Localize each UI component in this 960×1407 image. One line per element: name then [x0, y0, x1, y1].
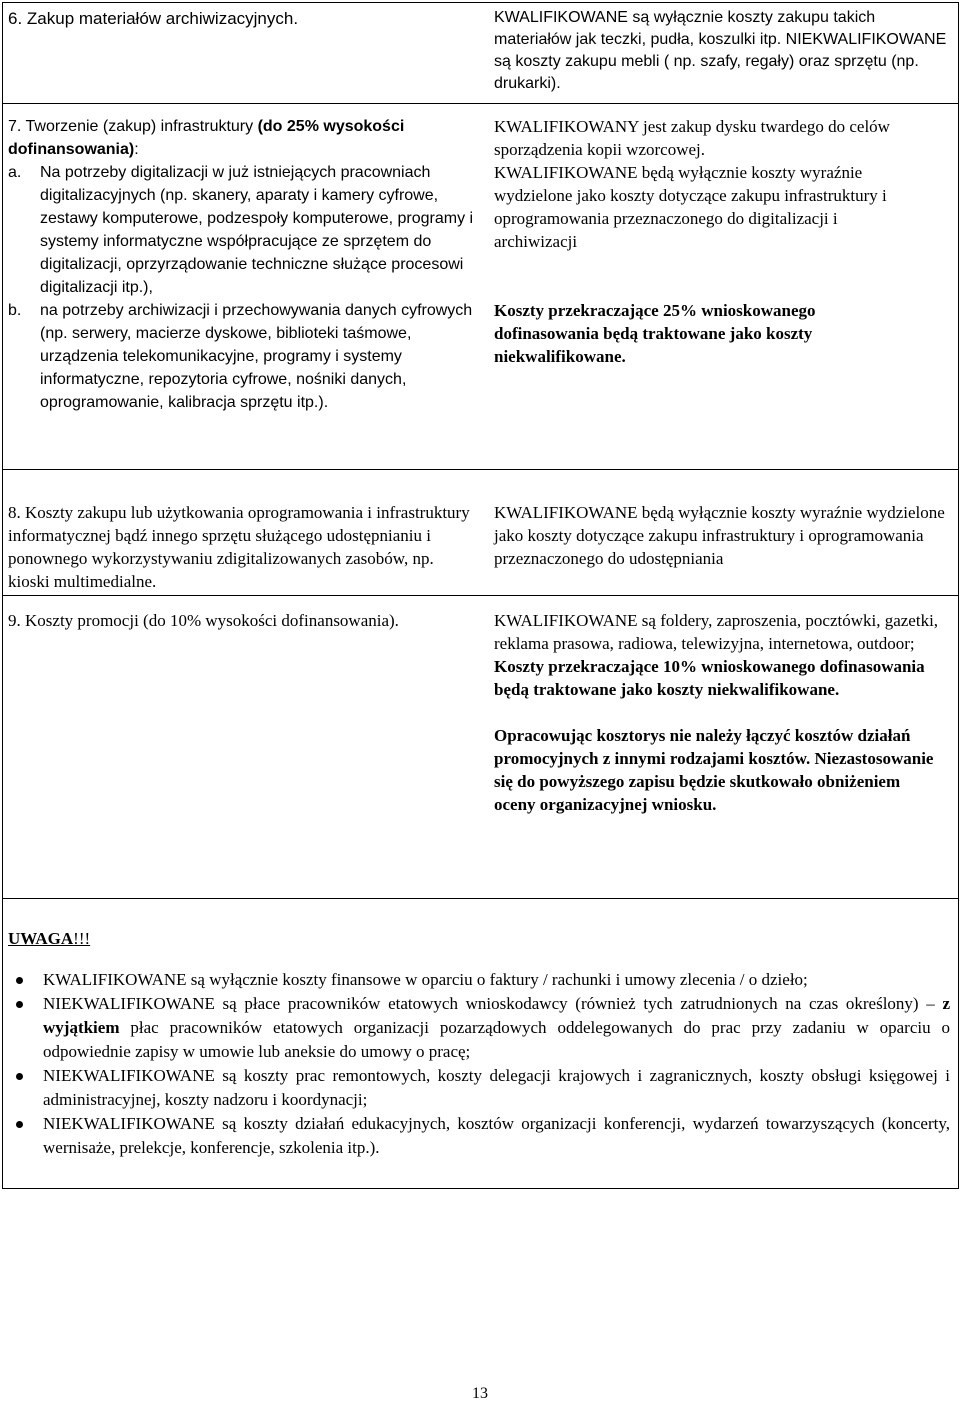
row9-right-p2-bold: Koszty przekraczające 10% wnioskowanego dofinasowania będą traktowane jako koszty niekwalifikowane.	[494, 657, 925, 699]
row7-right-p2: KWALIFIKOWANE będą wyłącznie koszty wyraźnie wydzielone jako koszty dotyczące zakupu infrastruktury i oprogramowania przeznaczonego do digitalizacji i archiwizacji	[494, 163, 887, 251]
list-item	[8, 299, 480, 414]
row7-left-cell	[8, 115, 480, 414]
uwaga-list	[8, 968, 950, 1160]
row6-description: KWALIFIKOWANE są wyłącznie koszty zakupu takich materiałów jak teczki, pudła, koszulki itp. NIEKWALIFIKOWANE są koszty zakupu mebli ( np. szafy, regały) oraz sprzętu (np. drukarki).	[494, 9, 947, 92]
row8-heading: 8. Koszty zakupu lub użytkowania oprogramowania i infrastruktury informatycznej bądź innego sprzętu służącego udostępnianiu i ponownego wykorzystywaniu zdigitalizowanych zasobów, np. kioski multimedialne.	[8, 503, 470, 591]
row-divider-6-7	[2, 103, 959, 104]
list-marker: a.	[8, 164, 22, 181]
row7-right-cell	[494, 115, 924, 368]
row6-heading: 6. Zakup materiałów archiwizacyjnych.	[8, 9, 299, 28]
row9-right-cell	[494, 609, 944, 816]
uwaga-bullet-2-post: płac pracowników etatowych organizacji pozarządowych oddelegowanych do prac przy zadaniu w oparciu o odpowiednie zapisy w umowie lub aneksie do umowy o pracę;	[43, 1018, 950, 1061]
uwaga-title	[8, 927, 950, 950]
row-divider-9-uwaga	[2, 898, 959, 899]
row8-description: KWALIFIKOWANE będą wyłącznie koszty wyraźnie wydzielone jako koszty dotyczące zakupu infrastruktury i oprogramowania przeznaczonego do udostępniania	[494, 503, 945, 568]
uwaga-bullet-1: KWALIFIKOWANE są wyłącznie koszty finansowe w oparciu o faktury / rachunki i umowy zlecenia / o dzieło;	[43, 970, 808, 989]
list-item	[8, 161, 480, 299]
bullet-icon	[16, 1001, 23, 1008]
row8-right-cell	[494, 501, 954, 570]
table-border-top	[2, 2, 959, 3]
row7-heading-end: :	[134, 141, 139, 158]
row9-right-p2	[494, 655, 944, 701]
row9-left-cell	[8, 609, 488, 632]
list-item	[8, 992, 950, 1064]
row6-right-cell	[494, 7, 949, 95]
row9-right-p1: KWALIFIKOWANE są foldery, zaproszenia, pocztówki, gazetki, reklama prasowa, radiowa, telewizyjna, internetowa, outdoor;	[494, 611, 939, 653]
row9-heading: 9. Koszty promocji (do 10% wysokości dofinansowania).	[8, 611, 399, 630]
row7-heading-bold: (do 25% wysokości dofinansowania)	[8, 118, 405, 158]
row9-right-p3-bold: Opracowując kosztorys nie należy łączyć kosztów działań promocyjnych z innymi rodzajami kosztów. Niezastosowanie się do powyższego zapisu będzie skutkowało obniżeniem oceny organizacyjnej wniosku.	[494, 726, 934, 814]
uwaga-bullet-4: NIEKWALIFIKOWANE są koszty działań edukacyjnych, kosztów organizacji konferencji, wydarzeń towarzyszących (koncerty, wernisaże, prelekcje, konferencje, szkolenia itp.).	[43, 1114, 950, 1157]
row-divider-7-8	[2, 469, 959, 470]
row8-left-cell	[8, 501, 478, 593]
uwaga-bullet-2-bold: z wyjątkiem	[43, 994, 950, 1037]
row-divider-8-9	[2, 595, 959, 596]
list-item	[8, 1112, 950, 1160]
uwaga-title-rest: !!!	[73, 929, 91, 948]
uwaga-title-bold: UWAGA	[8, 929, 74, 948]
row7-right-p1: KWALIFIKOWANY jest zakup dysku twardego do celów sporządzenia kopii wzorcowej.	[494, 117, 890, 159]
bullet-icon	[16, 1121, 23, 1128]
bullet-icon	[16, 977, 23, 984]
uwaga-cell	[8, 927, 950, 1160]
bullet-icon	[16, 1073, 23, 1080]
row9-right-p3	[494, 724, 944, 816]
list-item-text: Na potrzeby digitalizacji w już istniejących pracowniach digitalizacyjnych (np. skanery, aparaty i kamery cyfrowe, zestawy komputerowe, podzespoły komputerowe, programy i systemy informatyczne współpracujące ze sprzętem do digitalizacji, oprzyrządowanie techniczne służące procesowi digitalizacji itp.),	[40, 164, 474, 296]
row7-heading	[8, 115, 480, 161]
list-item	[8, 1064, 950, 1112]
uwaga-bullet-3: NIEKWALIFIKOWANE są koszty prac remontowych, koszty delegacji krajowych i zagranicznych, koszty obsługi księgowej i administracyjnej, koszty nadzoru i koordynacji;	[43, 1066, 950, 1109]
list-marker: b.	[8, 302, 22, 319]
row7-heading-normal: 7. Tworzenie (zakup) infrastruktury	[8, 118, 258, 135]
page-number: 13	[472, 1385, 488, 1402]
row7-list	[8, 161, 480, 414]
uwaga-bullet-2-pre: NIEKWALIFIKOWANE są płace pracowników etatowych wnioskodawcy (również tych zatrudnionych na czas określony) –	[43, 994, 943, 1013]
list-item	[8, 968, 950, 992]
row7-right-p3	[494, 299, 924, 368]
row7-right-p3-bold: Koszty przekraczające 25% wnioskowanego dofinasowania będą traktowane jako koszty niekwalifikowane.	[494, 301, 816, 366]
list-item-text: na potrzeby archiwizacji i przechowywania danych cyfrowych (np. serwery, macierze dyskowe, biblioteki taśmowe, urządzenia telekomunikacyjne, programy i systemy informatyczne, repozytoria cyfrowe, nośniki danych, oprogramowanie, kalibracja sprzętu itp.).	[40, 302, 473, 411]
row6-left-cell	[8, 7, 478, 30]
table-border-bottom	[2, 1188, 959, 1189]
